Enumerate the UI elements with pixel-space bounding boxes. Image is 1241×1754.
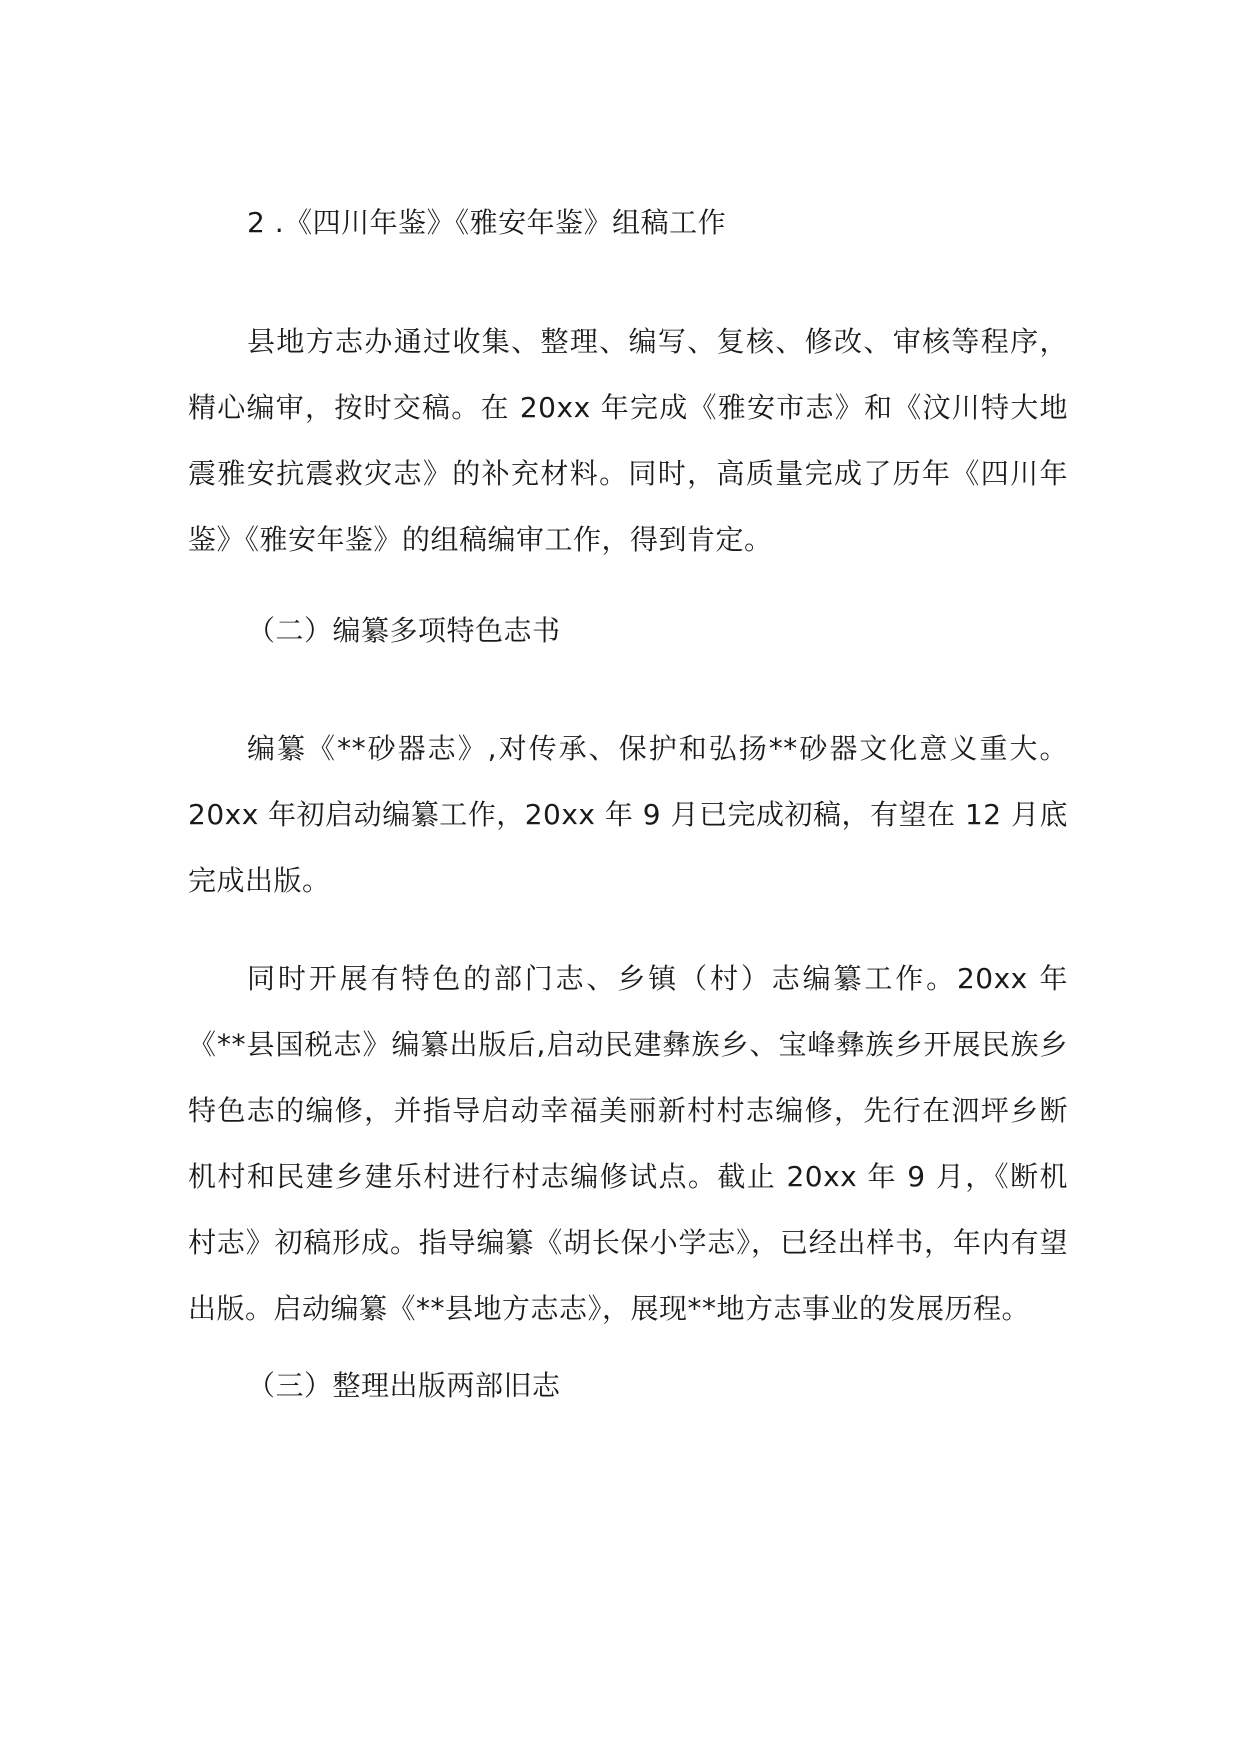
paragraph-yearbook-work: 县地方志办通过收集、整理、编写、复核、修改、审核等程序，精心编审，按时交稿。在 20xx 年完成《雅安市志》和《汶川特大地震雅安抗震救灾志》的补充材料。同时，高质量完成了历年《四川年鉴》《雅安年鉴》的组稿编审工作，得到肯定。 [188, 325, 1068, 556]
section-heading-yearbook: 2 .《四川年鉴》《雅安年鉴》组稿工作 [247, 206, 727, 239]
section-heading-special-gazetteers: （二）编纂多项特色志书 [247, 614, 561, 647]
section-heading-old-gazetteers: （三）整理出版两部旧志 [247, 1369, 561, 1402]
paragraph-department-township-gazetteers: 同时开展有特色的部门志、乡镇（村）志编纂工作。20xx 年《**县国税志》编纂出版后,启动民建彝族乡、宝峰彝族乡开展民族乡特色志的编修，并指导启动幸福美丽新村村志编修，先行在泗坪乡断机村和民建乡建乐村进行村志编修试点。截止 20xx 年 9 月，《断机村志》初稿形成。指导编纂《胡长保小学志》，已经出样书，年内有望出版。启动编纂《**县地方志志》，展现**地方志事业的发展历程。 [188, 962, 1068, 1325]
paragraph-pottery-gazetteer: 编纂《**砂器志》,对传承、保护和弘扬**砂器文化意义重大。20xx 年初启动编纂工作，20xx 年 9 月已完成初稿，有望在 12 月底完成出版。 [188, 732, 1068, 897]
